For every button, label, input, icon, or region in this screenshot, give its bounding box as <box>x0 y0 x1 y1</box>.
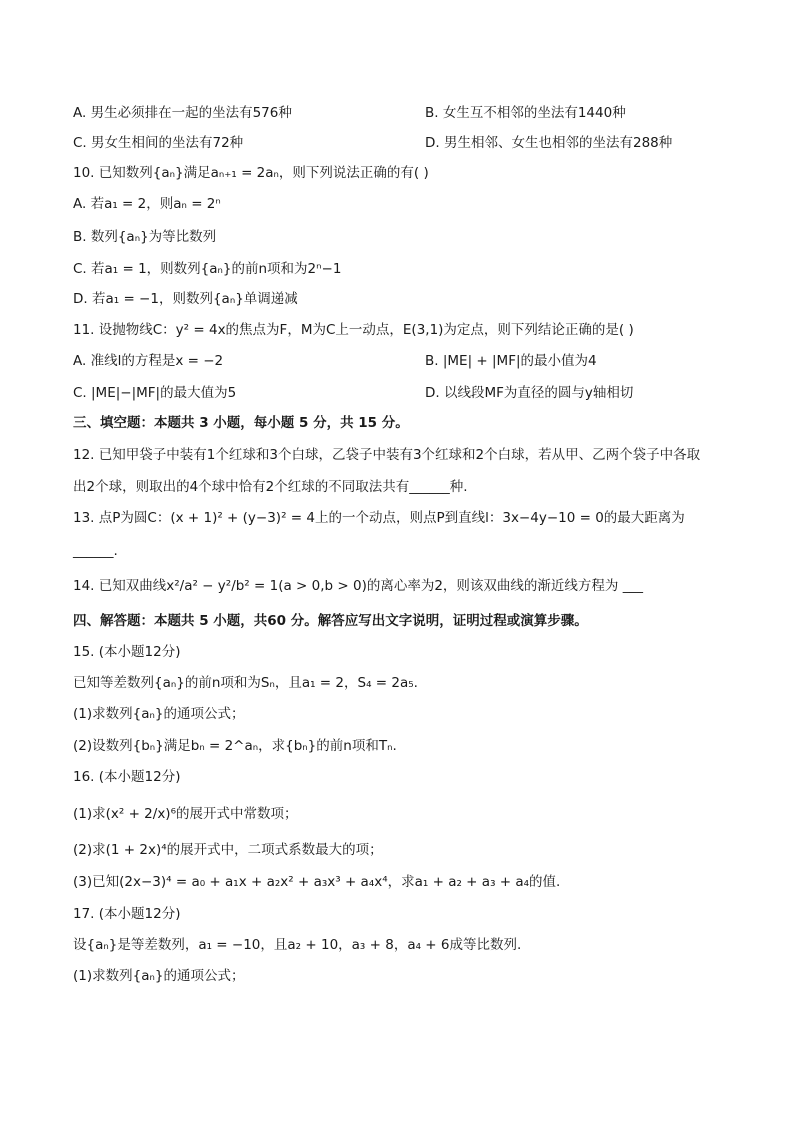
q15-stem: 已知等差数列{aₙ}的前n项和为Sₙ，且a₁ = 2，S₄ = 2a₅. <box>73 675 418 691</box>
q16-header: 16. (本小题12分) <box>73 769 181 785</box>
q10-option-d: D. 若a₁ = −1，则数列{aₙ}单调递减 <box>73 291 298 307</box>
q13-line-2: ______. <box>73 543 118 559</box>
q17-stem: 设{aₙ}是等差数列，a₁ = −10，且a₂ + 10，a₃ + 8，a₄ + 6成等比数列. <box>73 937 522 953</box>
q11-options-row-1 <box>73 352 597 370</box>
q13-line-1: 13. 点P为圆C：(x + 1)² + (y−3)² = 4上的一个动点，则点P到直线l：3x−4y−10 = 0的最大距离为 <box>73 510 685 526</box>
q10-option-b: B. 数列{aₙ}为等比数列 <box>73 229 217 245</box>
q11-option-d: D. 以线段MF为直径的圆与y轴相切 <box>425 385 634 401</box>
section-fill-in-heading: 三、填空题：本题共 3 小题，每小题 5 分，共 15 分。 <box>73 415 409 431</box>
q9-option-a: A. 男生必须排在一起的坐法有576种 <box>73 105 292 121</box>
q9-options-row-1 <box>73 104 626 122</box>
q11-stem: 11. 设抛物线C：y² = 4x的焦点为F，M为C上一动点，E(3,1)为定点，则下列结论正确的是( ) <box>73 322 634 338</box>
q16-part-1: (1)求(x² + 2/x)⁶的展开式中常数项； <box>73 806 298 822</box>
q10-option-a: A. 若a₁ = 2，则aₙ = 2ⁿ <box>73 196 221 212</box>
q11-options-row-2 <box>73 384 634 402</box>
q10-stem: 10. 已知数列{aₙ}满足aₙ₊₁ = 2aₙ，则下列说法正确的有( ) <box>73 165 429 181</box>
q11-option-a: A. 准线l的方程是x = −2 <box>73 353 224 369</box>
q17-part-1: (1)求数列{aₙ}的通项公式； <box>73 968 245 984</box>
q15-header: 15. (本小题12分) <box>73 644 181 660</box>
q15-part-1: (1)求数列{aₙ}的通项公式； <box>73 706 245 722</box>
q15-part-2: (2)设数列{bₙ}满足bₙ = 2^aₙ，求{bₙ}的前n项和Tₙ. <box>73 738 397 754</box>
q9-options-row-2 <box>73 134 673 152</box>
q12-line-2: 出2个球，则取出的4个球中恰有2个红球的不同取法共有______种. <box>73 479 468 495</box>
q10-option-c: C. 若a₁ = 1，则数列{aₙ}的前n项和为2ⁿ−1 <box>73 261 342 277</box>
q9-option-d: D. 男生相邻、女生也相邻的坐法有288种 <box>425 135 673 151</box>
section-answer-heading: 四、解答题：本题共 5 小题，共60 分。解答应写出文字说明，证明过程或演算步骤。 <box>73 613 588 629</box>
q16-part-2: (2)求(1 + 2x)⁴的展开式中，二项式系数最大的项； <box>73 842 383 858</box>
q9-option-c: C. 男女生相间的坐法有72种 <box>73 135 244 151</box>
q11-option-b: B. |ME| + |MF|的最小值为4 <box>425 353 597 369</box>
q11-option-c: C. |ME|−|MF|的最大值为5 <box>73 385 237 401</box>
q16-part-3: (3)已知(2x−3)⁴ = a₀ + a₁x + a₂x² + a₃x³ + a₄x⁴，求a₁ + a₂ + a₃ + a₄的值. <box>73 874 561 890</box>
q12-line-1: 12. 已知甲袋子中装有1个红球和3个白球，乙袋子中装有3个红球和2个白球，若从甲、乙两个袋子中各取 <box>73 447 701 463</box>
q9-option-b: B. 女生互不相邻的坐法有1440种 <box>425 105 626 121</box>
q17-header: 17. (本小题12分) <box>73 906 181 922</box>
q14-line: 14. 已知双曲线x²/a² − y²/b² = 1(a > 0,b > 0)的离心率为2，则该双曲线的渐近线方程为 ___ <box>73 578 643 594</box>
